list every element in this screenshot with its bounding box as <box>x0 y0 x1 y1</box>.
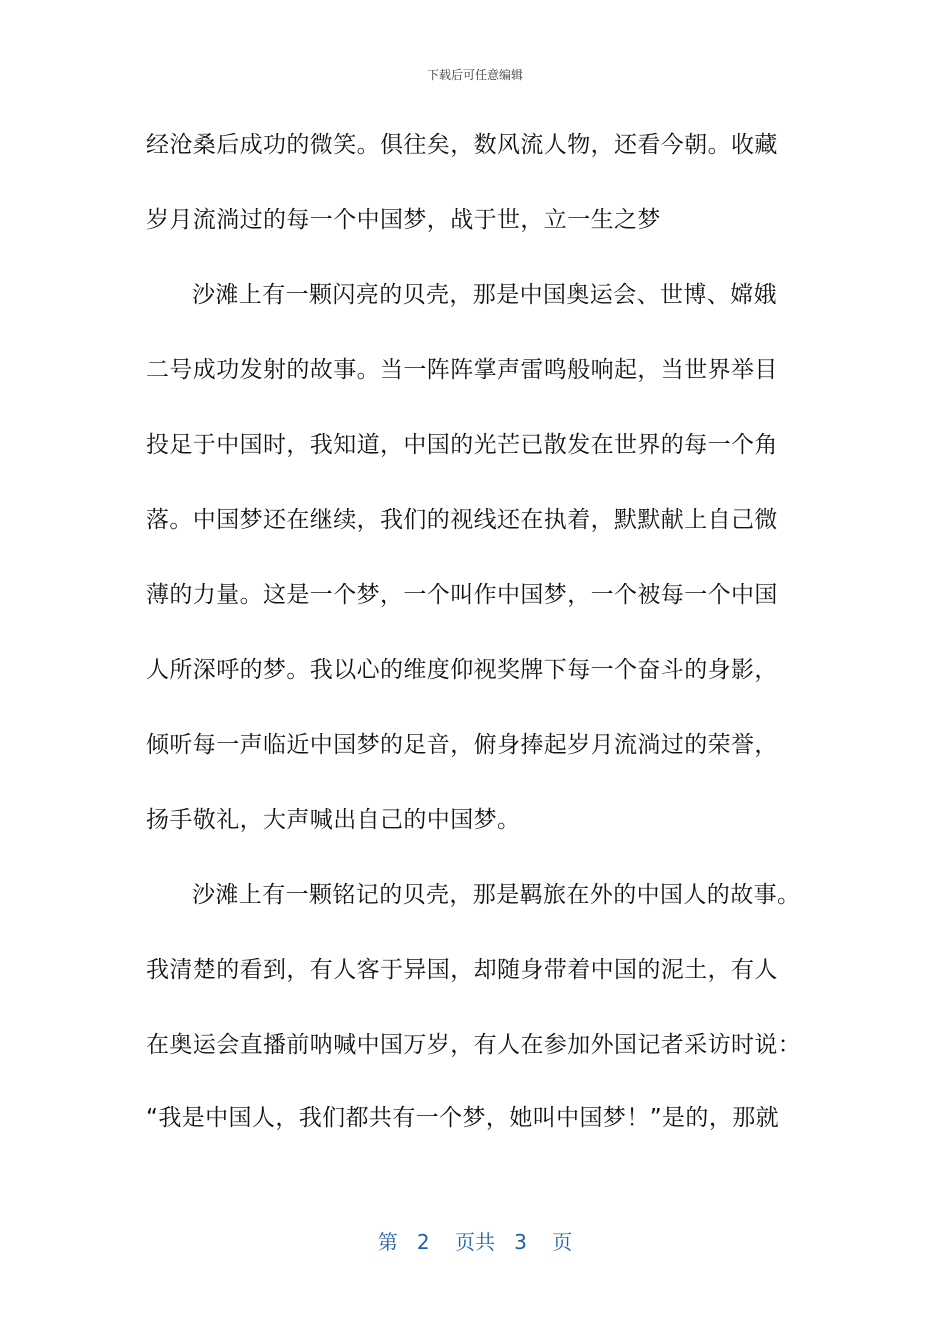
paragraph-line: 经沧桑后成功的微笑。俱往矣，数风流人物，还看今朝。收藏 <box>146 132 778 158</box>
paragraph-line: 沙滩上有一颗铭记的贝壳，那是羁旅在外的中国人的故事。 <box>192 882 801 908</box>
paragraph-line: 薄的力量。这是一个梦，一个叫作中国梦，一个被每一个中国 <box>146 582 778 608</box>
paragraph-line: 落。中国梦还在继续，我们的视线还在执着，默默献上自己微 <box>146 507 778 533</box>
footer-middle: 页共 <box>455 1230 495 1254</box>
paragraph-line: 扬手敬礼，大声喊出自己的中国梦。 <box>146 807 521 833</box>
footer-page-number: 2 <box>416 1230 430 1254</box>
paragraph-line: 我清楚的看到，有人客于异国，却随身带着中国的泥土，有人 <box>146 957 778 983</box>
paragraph-line: 岁月流淌过的每一个中国梦，战于世，立一生之梦 <box>146 207 661 233</box>
paragraph-line: 在奥运会直播前呐喊中国万岁，有人在参加外国记者采访时说： <box>146 1032 802 1058</box>
footer-suffix: 页 <box>552 1230 573 1254</box>
paragraph-line: 沙滩上有一颗闪亮的贝壳，那是中国奥运会、世博、嫦娥 <box>192 282 777 308</box>
paragraph-line: 倾听每一声临近中国梦的足音，俯身捧起岁月流淌过的荣誉， <box>146 732 778 758</box>
footer-prefix: 第 <box>377 1230 398 1254</box>
paragraph-line: “我是中国人，我们都共有一个梦，她叫中国梦！”是的，那就 <box>146 1105 780 1131</box>
paragraph-line: 人所深呼的梦。我以心的维度仰视奖牌下每一个奋斗的身影， <box>146 657 778 683</box>
paragraph-line: 投足于中国时，我知道，中国的光芒已散发在世界的每一个角 <box>146 432 778 458</box>
footer-total-pages: 3 <box>514 1230 527 1254</box>
page-header: 下载后可任意编辑 <box>426 68 523 82</box>
page-footer <box>0 1226 950 1255</box>
paragraph-line: 二号成功发射的故事。当一阵阵掌声雷鸣般响起，当世界举目 <box>146 357 778 383</box>
